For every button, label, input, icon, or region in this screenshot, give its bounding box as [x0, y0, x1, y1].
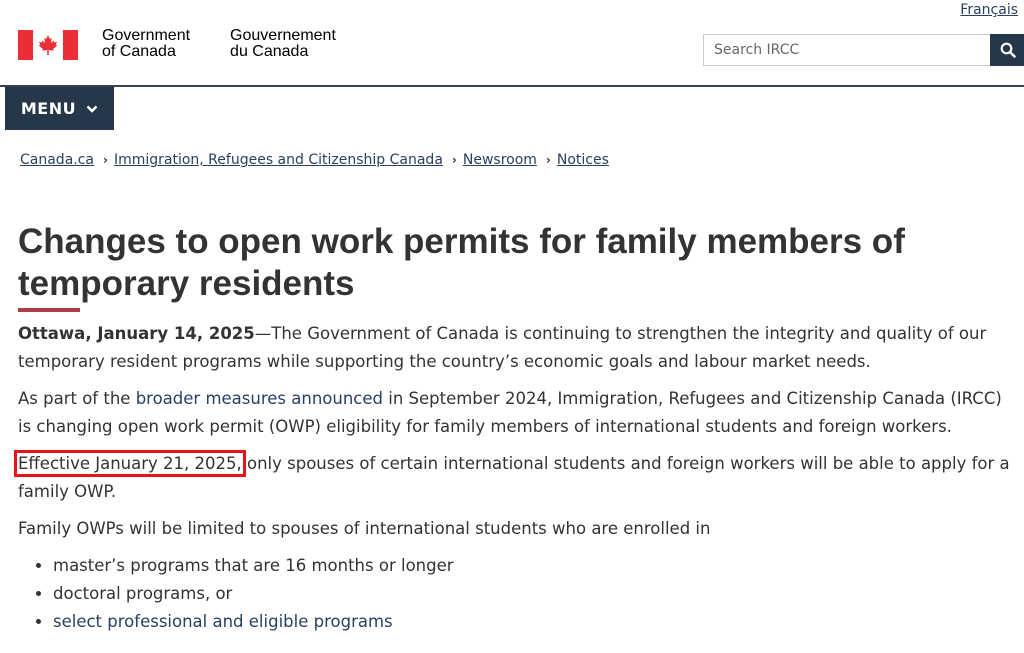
- broader-measures-link[interactable]: broader measures announced: [135, 389, 383, 408]
- breadcrumb: [20, 152, 609, 168]
- title-underline: [18, 308, 80, 312]
- select-programs-link[interactable]: select professional and eligible programs: [53, 612, 393, 631]
- chevron-right-icon: ›: [103, 153, 108, 167]
- list-item: [53, 608, 1013, 636]
- paragraph-limits: Family OWPs will be limited to spouses of international students who are enrolled in: [18, 519, 711, 538]
- menu-label: MENU: [20, 99, 77, 118]
- search-button[interactable]: [990, 34, 1024, 66]
- breadcrumb-link-notices[interactable]: Notices: [556, 152, 609, 168]
- chevron-right-icon: ›: [451, 153, 457, 167]
- menu-button[interactable]: [5, 87, 114, 130]
- breadcrumb-link-newsroom[interactable]: Newsroom: [462, 152, 537, 168]
- chevron-right-icon: ›: [545, 153, 551, 167]
- paragraph-effective: Effective January 21, 2025, only spouses of certain international students and foreign workers will be able to apply for a family OWP.: [18, 454, 1010, 501]
- paragraph-measures: As part of the broader measures announced in September 2024, Immigration, Refugees and Citizenship Canada (IRCC) is changing open work permit (OWP) eligibility for family members of international students and foreign workers.: [18, 389, 1002, 436]
- breadcrumb-link-ircc[interactable]: Immigration, Refugees and Citizenship Canada: [113, 152, 443, 168]
- breadcrumb-link-canada[interactable]: Canada.ca: [20, 152, 94, 168]
- search-icon: [1000, 42, 1016, 58]
- gov-name-french: Gouvernement du Canada: [230, 27, 336, 60]
- eligible-programs-list: [18, 552, 1013, 636]
- header-divider: [0, 85, 1024, 87]
- chevron-down-icon: [86, 105, 98, 113]
- page-title: Changes to open work permits for family members of temporary residents: [18, 222, 905, 303]
- effective-date-highlight: Effective January 21, 2025,: [18, 454, 242, 473]
- list-item: • doctoral programs, or: [53, 580, 1013, 608]
- search-input[interactable]: [703, 34, 990, 66]
- search-form: [703, 34, 1024, 66]
- language-toggle-link[interactable]: Français: [960, 2, 1018, 18]
- list-item: • master’s programs that are 16 months or longer: [53, 552, 1013, 580]
- canada-flag-icon: [18, 30, 78, 60]
- government-of-canada-signature[interactable]: [18, 28, 336, 60]
- article-body: [18, 320, 1013, 636]
- gov-name-english: Government of Canada: [102, 27, 191, 60]
- dateline: Ottawa, January 14, 2025: [18, 324, 255, 343]
- paragraph-intro: Ottawa, January 14, 2025—The Government of Canada is continuing to strengthen the integrity and quality of our temporary resident programs while supporting the country’s economic goals and labour market needs.: [18, 324, 987, 371]
